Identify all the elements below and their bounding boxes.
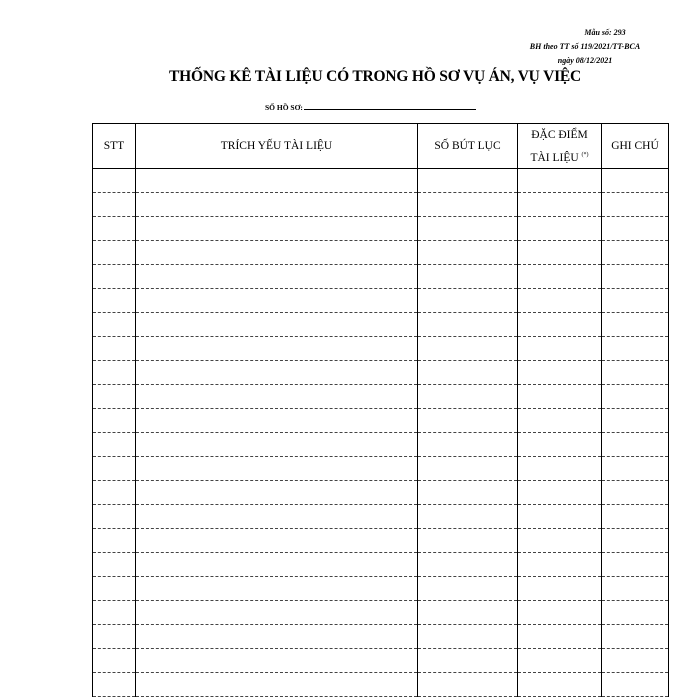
table-row: [93, 649, 669, 673]
table-cell[interactable]: [518, 313, 602, 337]
table-cell[interactable]: [93, 265, 136, 289]
file-number-field: [265, 102, 476, 112]
table-row: [93, 625, 669, 649]
table-row: [93, 169, 669, 193]
table-cell[interactable]: [418, 337, 518, 361]
table-header-row: [93, 124, 669, 169]
table-cell[interactable]: [93, 313, 136, 337]
col-header-feature: [518, 124, 602, 169]
table-cell[interactable]: [602, 217, 669, 241]
table-cell[interactable]: [136, 217, 418, 241]
table-row: [93, 217, 669, 241]
file-number-label: SỐ HỒ SƠ:: [265, 103, 303, 112]
table-cell[interactable]: [136, 625, 418, 649]
table-cell[interactable]: [93, 553, 136, 577]
table-cell[interactable]: [602, 505, 669, 529]
table-cell[interactable]: [518, 601, 602, 625]
table-cell[interactable]: [136, 313, 418, 337]
table-cell[interactable]: [136, 457, 418, 481]
table-cell[interactable]: [602, 385, 669, 409]
table-cell[interactable]: [93, 193, 136, 217]
col-header-stt: STT: [93, 124, 136, 169]
table-cell[interactable]: [136, 409, 418, 433]
table-row: [93, 481, 669, 505]
table-cell[interactable]: [602, 265, 669, 289]
table-cell[interactable]: [518, 193, 602, 217]
table-cell[interactable]: [602, 601, 669, 625]
table-cell[interactable]: [602, 577, 669, 601]
form-date: ngày 08/12/2021: [557, 56, 613, 65]
table-cell[interactable]: [136, 553, 418, 577]
table-cell[interactable]: [93, 457, 136, 481]
table-cell[interactable]: [418, 385, 518, 409]
table-cell[interactable]: [93, 673, 136, 697]
table-cell[interactable]: [93, 433, 136, 457]
table-cell[interactable]: [136, 649, 418, 673]
table-cell[interactable]: [93, 169, 136, 193]
col-header-summary: TRÍCH YẾU TÀI LIỆU: [136, 124, 418, 169]
table-cell[interactable]: [602, 337, 669, 361]
table-cell[interactable]: [602, 193, 669, 217]
table-cell[interactable]: [602, 313, 669, 337]
table-cell[interactable]: [418, 577, 518, 601]
form-number: Mẫu số: 293: [584, 28, 626, 37]
form-meta: [510, 26, 660, 68]
col-header-folio: SỐ BÚT LỤC: [418, 124, 518, 169]
table-cell[interactable]: [418, 673, 518, 697]
table-cell[interactable]: [602, 625, 669, 649]
table-row: [93, 553, 669, 577]
table-cell[interactable]: [93, 337, 136, 361]
col-header-notes: GHI CHÚ: [602, 124, 669, 169]
table-row: [93, 289, 669, 313]
table-cell[interactable]: [418, 553, 518, 577]
table-cell[interactable]: [93, 385, 136, 409]
table-cell[interactable]: [136, 577, 418, 601]
table-cell[interactable]: [93, 625, 136, 649]
table-cell[interactable]: [93, 649, 136, 673]
table-cell[interactable]: [93, 217, 136, 241]
col-header-feature-line1: ĐẶC ĐIỂM: [531, 128, 588, 141]
table-row: [93, 241, 669, 265]
table-cell[interactable]: [518, 409, 602, 433]
table-cell[interactable]: [518, 505, 602, 529]
table-cell[interactable]: [518, 481, 602, 505]
col-header-feature-line2: TÀI LIỆU: [530, 151, 579, 164]
file-number-blank-line: [304, 102, 476, 110]
table-cell[interactable]: [418, 193, 518, 217]
table-cell[interactable]: [418, 529, 518, 553]
table-cell[interactable]: [518, 169, 602, 193]
table-cell[interactable]: [136, 361, 418, 385]
table-cell[interactable]: [602, 457, 669, 481]
table-cell[interactable]: [418, 217, 518, 241]
table-cell[interactable]: [518, 529, 602, 553]
table-cell[interactable]: [602, 169, 669, 193]
table-cell[interactable]: [602, 241, 669, 265]
table-cell[interactable]: [418, 505, 518, 529]
table-cell[interactable]: [136, 265, 418, 289]
table-cell[interactable]: [136, 337, 418, 361]
table-cell[interactable]: [93, 601, 136, 625]
table-cell[interactable]: [136, 169, 418, 193]
table-row: [93, 409, 669, 433]
table-cell[interactable]: [418, 361, 518, 385]
table-cell[interactable]: [602, 409, 669, 433]
table-cell[interactable]: [518, 265, 602, 289]
table-cell[interactable]: [518, 625, 602, 649]
table-cell[interactable]: [602, 649, 669, 673]
table-row: [93, 577, 669, 601]
table-cell[interactable]: [418, 625, 518, 649]
table-cell[interactable]: [602, 289, 669, 313]
table-cell[interactable]: [136, 601, 418, 625]
document-list-table: [92, 123, 669, 697]
table-cell[interactable]: [602, 361, 669, 385]
table-row: [93, 601, 669, 625]
table-cell[interactable]: [418, 409, 518, 433]
table-row: [93, 193, 669, 217]
table-cell[interactable]: [136, 289, 418, 313]
table-row: [93, 313, 669, 337]
table-cell[interactable]: [602, 529, 669, 553]
table-cell[interactable]: [418, 169, 518, 193]
table-cell[interactable]: [518, 385, 602, 409]
table-cell[interactable]: [418, 649, 518, 673]
table-cell[interactable]: [136, 385, 418, 409]
table-cell[interactable]: [518, 433, 602, 457]
table-cell[interactable]: [418, 289, 518, 313]
table-cell[interactable]: [418, 433, 518, 457]
table-cell[interactable]: [136, 673, 418, 697]
page-title: THỐNG KÊ TÀI LIỆU CÓ TRONG HỒ SƠ VỤ ÁN, VỤ VIỆC: [168, 68, 582, 85]
table-cell[interactable]: [418, 313, 518, 337]
table-cell[interactable]: [602, 433, 669, 457]
table-cell[interactable]: [518, 337, 602, 361]
col-header-feature-note: (*): [581, 151, 589, 158]
table-cell[interactable]: [518, 289, 602, 313]
table-cell[interactable]: [418, 241, 518, 265]
table-row: [93, 673, 669, 697]
table-cell[interactable]: [518, 577, 602, 601]
table-row: [93, 505, 669, 529]
table-cell[interactable]: [518, 457, 602, 481]
table-cell[interactable]: [93, 361, 136, 385]
table-row: [93, 337, 669, 361]
table-body: [93, 169, 669, 697]
table-cell[interactable]: [518, 673, 602, 697]
table-cell[interactable]: [136, 529, 418, 553]
table-cell[interactable]: [418, 265, 518, 289]
table-cell[interactable]: [518, 361, 602, 385]
table-row: [93, 265, 669, 289]
table-cell[interactable]: [136, 481, 418, 505]
table-cell[interactable]: [518, 553, 602, 577]
table-cell[interactable]: [93, 505, 136, 529]
form-regulation: BH theo TT số 119/2021/TT-BCA: [529, 42, 641, 51]
table-cell[interactable]: [518, 241, 602, 265]
table-cell[interactable]: [136, 433, 418, 457]
table-cell[interactable]: [602, 673, 669, 697]
table-cell[interactable]: [602, 481, 669, 505]
table-cell[interactable]: [93, 289, 136, 313]
table-row: [93, 529, 669, 553]
table-cell[interactable]: [518, 649, 602, 673]
table-cell[interactable]: [136, 193, 418, 217]
table-cell[interactable]: [518, 217, 602, 241]
table-cell[interactable]: [418, 601, 518, 625]
table-row: [93, 457, 669, 481]
table-cell[interactable]: [93, 481, 136, 505]
table-cell[interactable]: [93, 241, 136, 265]
table-cell[interactable]: [136, 241, 418, 265]
table-cell[interactable]: [418, 481, 518, 505]
table-cell[interactable]: [93, 409, 136, 433]
table-row: [93, 433, 669, 457]
table-cell[interactable]: [93, 529, 136, 553]
table-cell[interactable]: [418, 457, 518, 481]
table-row: [93, 385, 669, 409]
table-cell[interactable]: [602, 553, 669, 577]
table-cell[interactable]: [136, 505, 418, 529]
table-cell[interactable]: [93, 577, 136, 601]
table-row: [93, 361, 669, 385]
